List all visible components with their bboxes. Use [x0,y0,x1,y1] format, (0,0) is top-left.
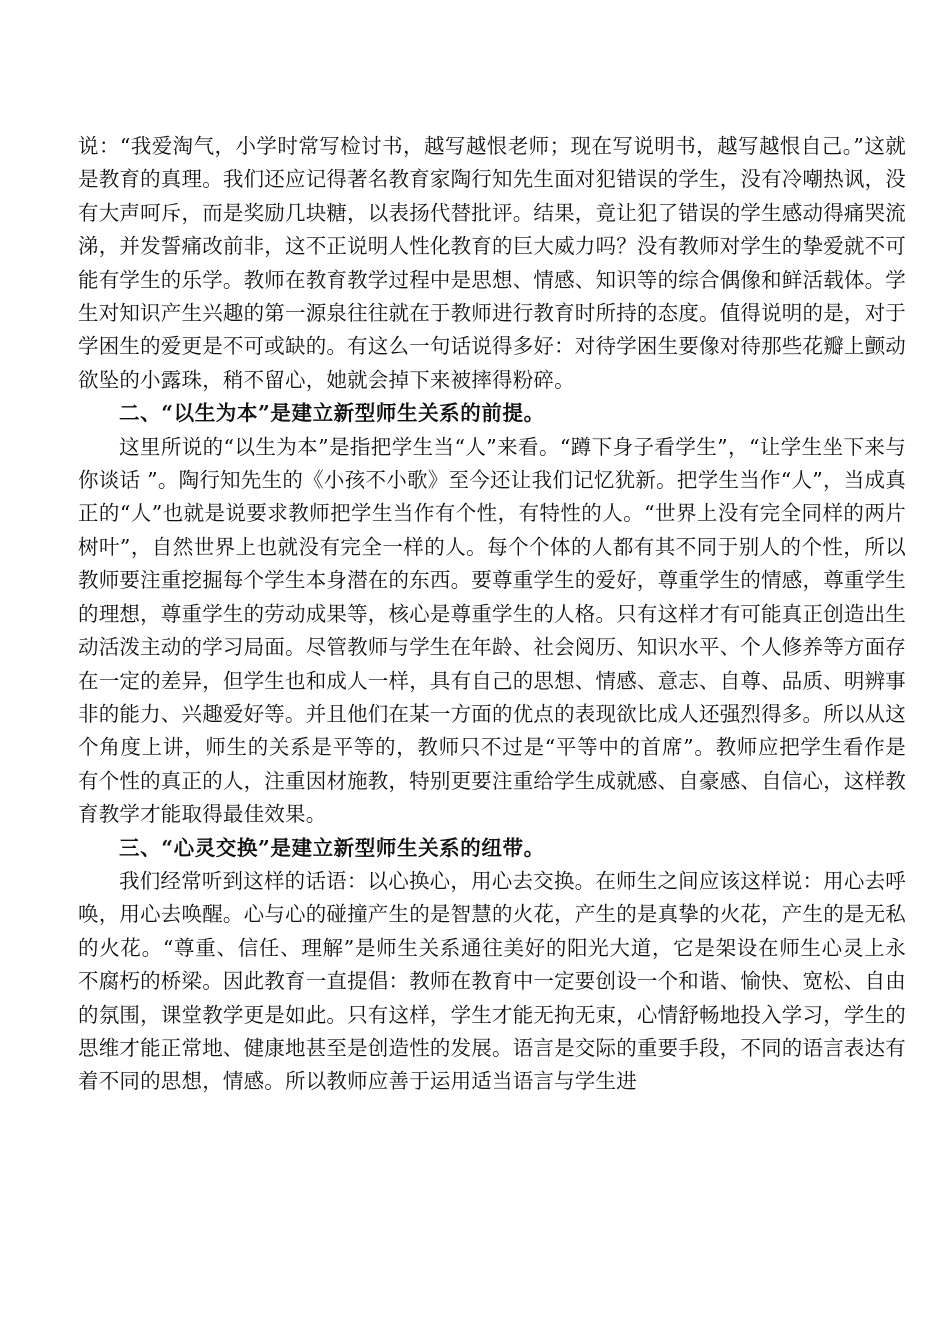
body-paragraph-continued: 说：“我爱淘气，小学时常写检讨书，越写越恨老师；现在写说明书，越写越恨自己。”这就是教育的真理。我们还应记得著名教育家陶行知先生面对犯错误的学生，没有冷嘲热讽，没有大声呵斥，而是奖励几块糖，以表扬代替批评。结果，竟让犯了错误的学生感动得痛哭流涕，并发誓痛改前非，这不正说明人性化教育的巨大威力吗？没有教师对学生的挚爱就不可能有学生的乐学。教师在教育教学过程中是思想、情感、知识等的综合偶像和鲜活载体。学生对知识产生兴趣的第一源泉往往就在于教师进行教育时所持的态度。值得说明的是，对于学困生的爱更是不可或缺的。有这么一句话说得多好：对待学困生要像对待那些花瓣上颤动欲坠的小露珠，稍不留心，她就会掉下来被摔得粉碎。 [78,134,906,392]
document-page [78,130,906,1099]
section-heading-3: 三、“心灵交换”是建立新型师生关系的纽带。 [119,835,545,860]
body-paragraph-section-3: 我们经常听到这样的话语：以心换心，用心去交换。在师生之间应该这样说：用心去呼唤，用心去唤醒。心与心的碰撞产生的是智慧的火花，产生的是真挚的火花，产生的是无私的火花。“尊重、信任、理解”是师生关系通往美好的阳光大道，它是架设在师生心灵上永不腐朽的桥梁。因此教育一直提倡：教师在教育中一定要创设一个和谐、愉快、宽松、自由的氛围，课堂教学更是如此。只有这样，学生才能无拘无束，心情舒畅地投入学习，学生的思维才能正常地、健康地甚至是创造性的发展。语言是交际的重要手段，不同的语言表达有着不同的思想，情感。所以教师应善于运用适当语言与学生进 [78,868,906,1094]
section-heading-2: 二、“以生为本”是建立新型师生关系的前提。 [119,401,545,426]
body-paragraph-section-2: 这里所说的“以生为本”是指把学生当“人”来看。“蹲下身子看学生”，“让学生坐下来与你谈话 ”。陶行知先生的《小孩不小歌》至今还让我们记忆犹新。把学生当作“人”，当成真正的“人”也就是说要求教师把学生当作有个性，有特性的人。“世界上没有完全同样的两片树叶”，自然世界上也就没有完全一样的人。每个个体的人都有其不同于别人的个性，所以教师要注重挖掘每个学生本身潜在的东西。要尊重学生的爱好，尊重学生的情感，尊重学生的理想，尊重学生的劳动成果等，核心是尊重学生的人格。只有这样才有可能真正创造出生动活泼主动的学习局面。尽管教师与学生在年龄、社会阅历、知识水平、个人修养等方面存在一定的差异，但学生也和成人一样，具有自己的思想、情感、意志、自尊、品质、明辨事非的能力、兴趣爱好等。并且他们在某一方面的优点的表现欲比成人还强烈得多。所以从这个角度上讲，师生的关系是平等的，教师只不过是“平等中的首席”。教师应把学生看作是有个性的真正的人，注重因材施教，特别更要注重给学生成就感、自豪感、自信心，这样教育教学才能取得最佳效果。 [78,434,906,827]
